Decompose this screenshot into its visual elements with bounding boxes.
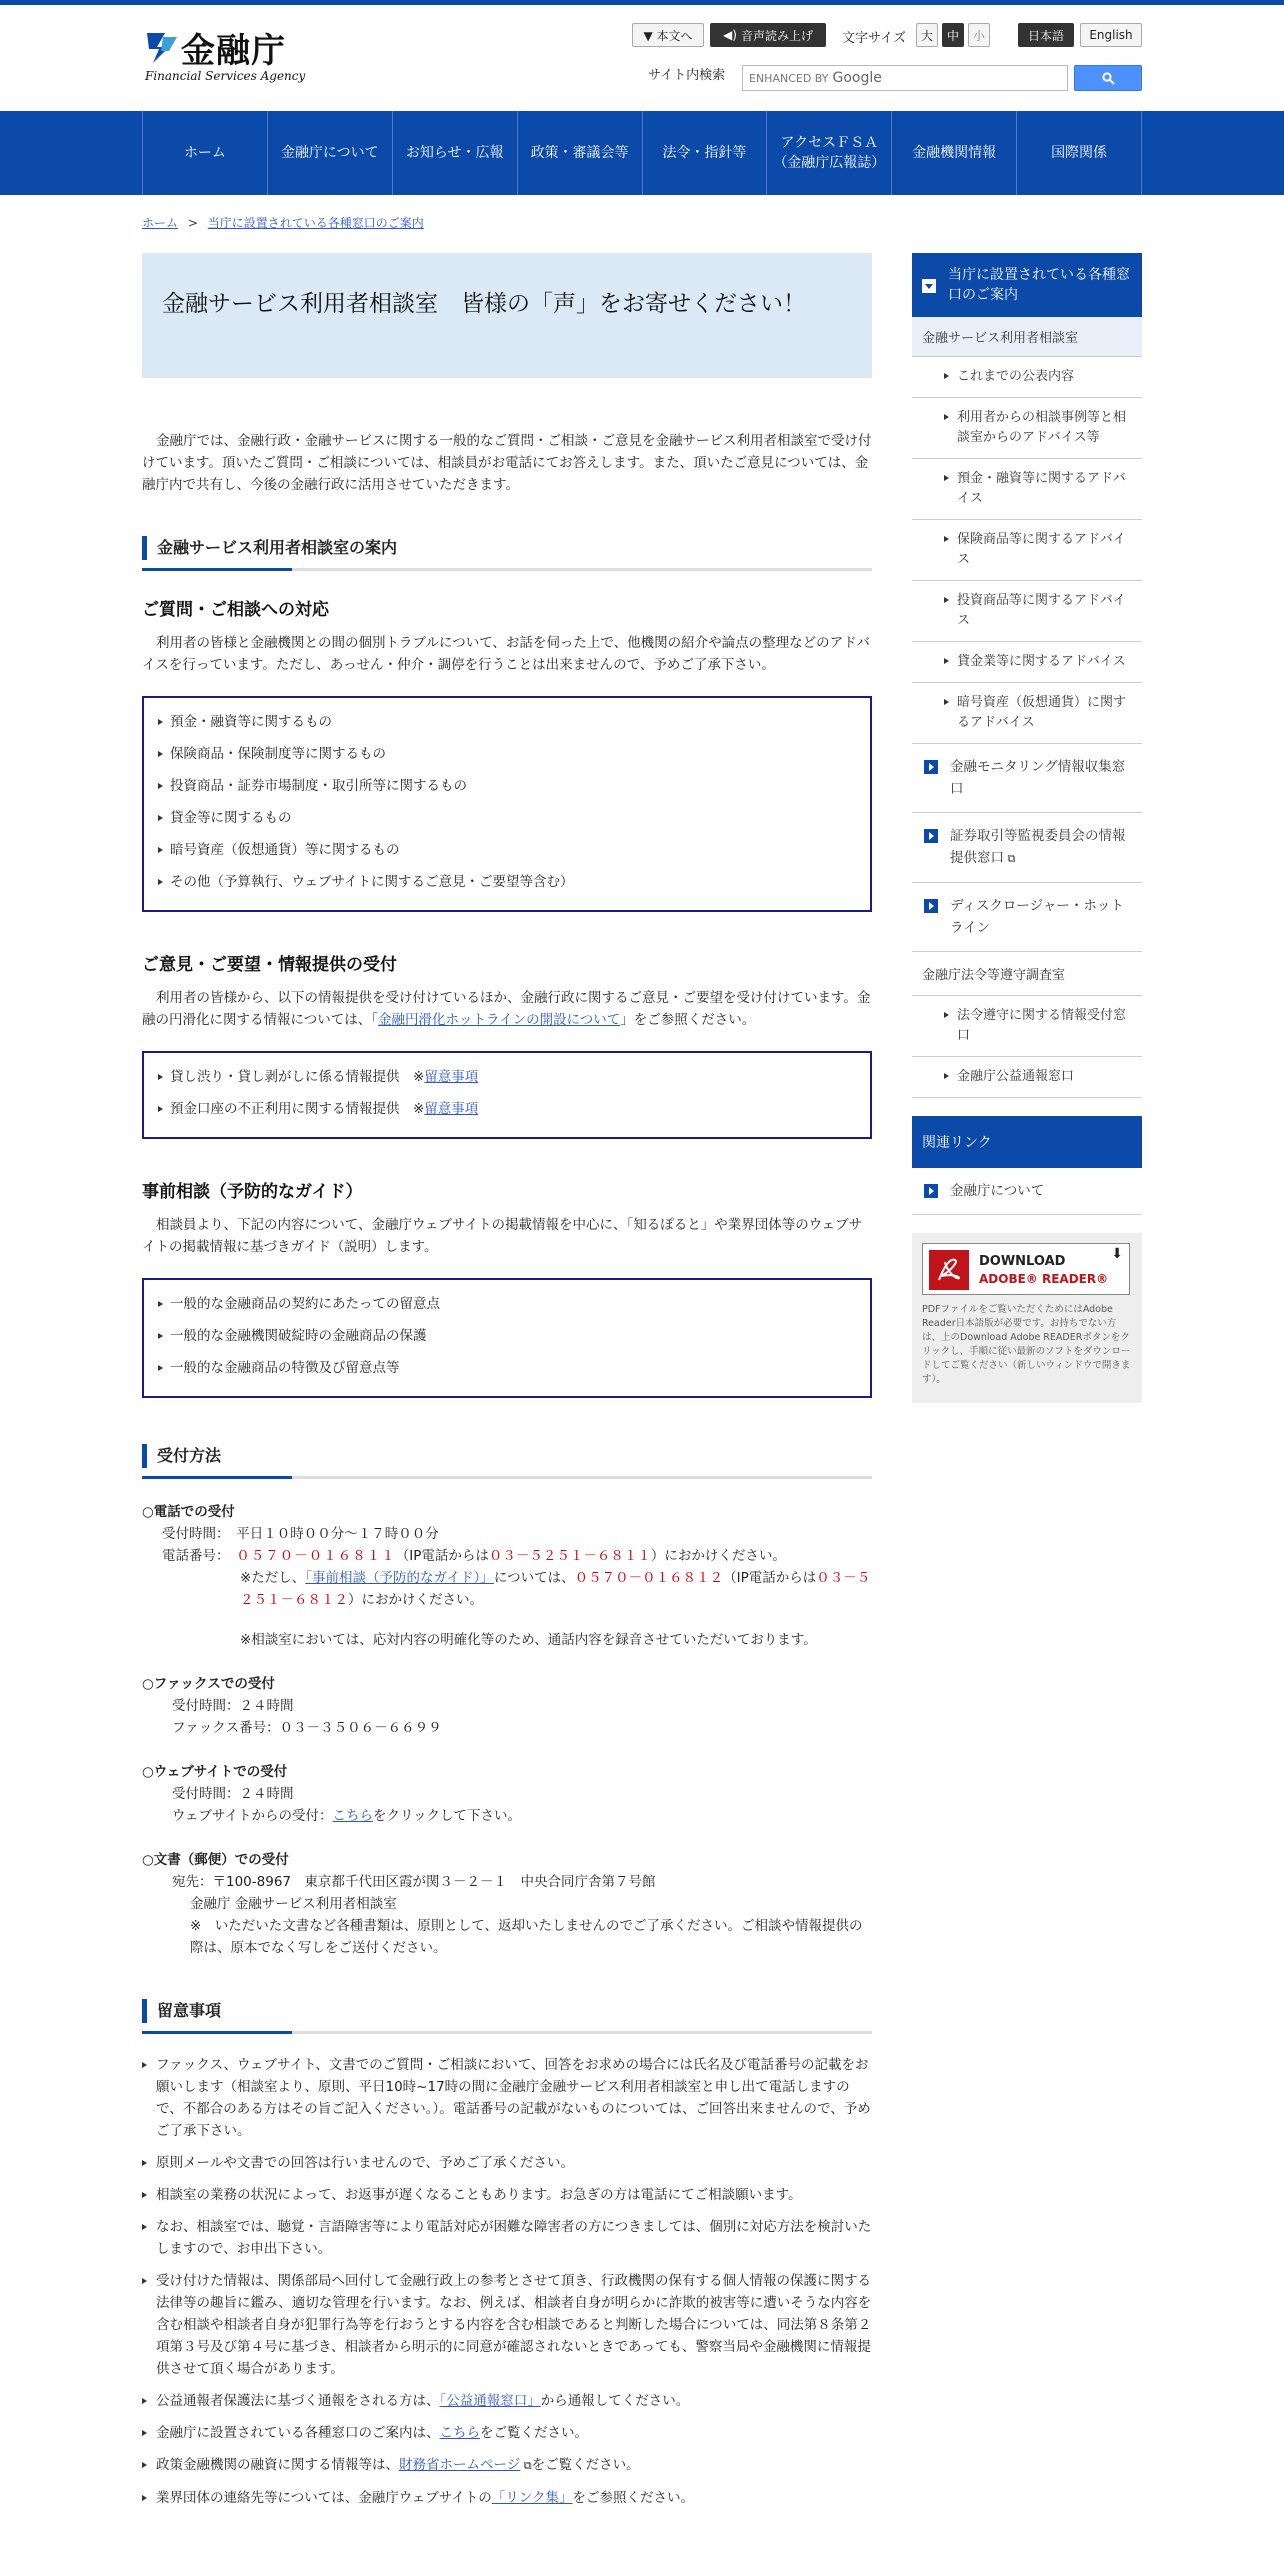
section-divider — [142, 2031, 872, 2034]
web-heading: ○ウェブサイトでの受付 — [142, 1764, 288, 1780]
site-search-input[interactable] — [742, 65, 1068, 91]
tel-note-mid: については、 — [493, 1570, 575, 1586]
adobe-reader-box — [912, 1233, 1142, 1403]
fax-hours: 受付時間：２４時間 — [172, 1698, 294, 1714]
sidebar-item-whistleblow-window[interactable]: 金融庁公益通報窓口 — [912, 1057, 1142, 1098]
list-item: その他（予算執行、ウェブサイトに関するご意見・ご要望等含む） — [158, 866, 856, 898]
tel-number-row — [142, 1545, 872, 1567]
tel-heading: ○電話での受付 — [142, 1504, 235, 1520]
list-item — [142, 2487, 872, 2509]
site-logo[interactable] — [143, 23, 323, 93]
mail-recipient: 金融庁 金融サービス利用者相談室 — [190, 1896, 397, 1912]
section-heading-notes: 留意事項 — [142, 1999, 872, 2023]
sidebar-item-crypto-advice[interactable]: 暗号資産（仮想通貨）に関するアドバイス — [912, 683, 1142, 744]
sidebar-heading-label: 当庁に設置されている各種窓口のご案内 — [948, 267, 1130, 303]
section-heading-guide: 金融サービス利用者相談室の案内 — [142, 536, 872, 560]
breadcrumb — [142, 214, 424, 231]
subheading-opinions: ご意見・ご要望・情報提供の受付 — [142, 955, 397, 975]
opinions-text-part: 利用者の皆様から、以下の情報提供を受け付けているほか、金融行政に関するご意見・ご要望を受け付けています。金融の円滑化に関する情報については、「 — [142, 990, 871, 1028]
page-title: 金融サービス利用者相談室 皆様の「声」をお寄せください！ — [162, 291, 806, 317]
list-item: 相談室の業務の状況によって、お返事が遅くなることもあります。お急ぎの方は電話にてご相談願います。 — [142, 2184, 872, 2206]
font-size-small-button[interactable]: 小 — [968, 23, 990, 47]
section-heading-methods: 受付方法 — [142, 1444, 872, 1468]
tel-note-pre: ※ただし、 — [240, 1570, 306, 1586]
skip-to-content-button[interactable]: ▼ 本文へ — [632, 23, 704, 47]
list-item — [142, 2390, 872, 2412]
collapse-icon — [922, 279, 936, 293]
sidebar-item-label: 金融モニタリング情報収集窓口 — [950, 759, 1126, 797]
web-hours: 受付時間：２４時間 — [172, 1786, 294, 1802]
page-title-box — [142, 253, 872, 378]
breadcrumb-home-link[interactable]: ホーム — [142, 216, 179, 230]
external-link-icon: ⧉ — [520, 2459, 532, 2472]
adobe-download-button[interactable] — [922, 1243, 1130, 1295]
sidebar-item-label: ディスクロージャー・ホットライン — [950, 898, 1124, 936]
note-text: から通報してください。 — [540, 2393, 690, 2409]
list-item-text: 預金口座の不正利用に関する情報提供 ※ — [170, 1101, 425, 1117]
section-divider — [142, 1476, 872, 1479]
web-form-pre: ウェブサイトからの受付： — [172, 1808, 333, 1824]
list-item — [142, 2422, 872, 2444]
tel-note-number: ０５７０－０１６８１２ — [574, 1570, 724, 1586]
main-content — [142, 253, 872, 2519]
sidebar-item-about-fsa[interactable] — [912, 1168, 1142, 1215]
breadcrumb-current-link[interactable]: 当庁に設置されている各種窓口のご案内 — [207, 216, 424, 230]
search-enhanced-label: ENHANCED BY — [749, 71, 829, 85]
nav-laws[interactable]: 法令・指針等 — [643, 111, 768, 195]
windows-guide-link[interactable]: こちら — [439, 2425, 480, 2441]
breadcrumb-separator: > — [187, 216, 198, 230]
tel-note — [142, 1567, 872, 1611]
adobe-reader-label: ADOBE® READER® — [979, 1272, 1109, 1286]
notes-list — [142, 2054, 872, 2509]
nav-access-fsa[interactable]: アクセスＦＳＡ （金融庁広報誌） — [767, 111, 892, 195]
web-form-link[interactable]: こちら — [332, 1808, 374, 1824]
list-item — [158, 1061, 856, 1093]
opinions-text-part: 」をご参照ください。 — [620, 1012, 756, 1028]
nav-news[interactable]: お知らせ・広報 — [393, 111, 518, 195]
section-divider — [142, 568, 872, 571]
arrow-icon — [924, 760, 938, 774]
mail-address: 宛先：〒100-8967 東京都千代田区霞が関３－２－１ 中央合同庁舎第７号館 — [172, 1874, 656, 1890]
mail-heading: ○文書（郵便）での受付 — [142, 1852, 289, 1868]
subheading-questions: ご質問・ご相談への対応 — [142, 600, 329, 620]
note-text: 業界団体の連絡先等については、金融庁ウェブサイトの — [156, 2490, 492, 2506]
note-text: をご覧ください。 — [480, 2425, 588, 2441]
tel-record-note: ※相談室においては、応対内容の明確化等のため、通話内容を録音させていただいております。 — [240, 1632, 817, 1648]
sidebar-item-published[interactable]: これまでの公表内容 — [912, 357, 1142, 398]
tel-number-label: 電話番号： — [162, 1548, 223, 1564]
subheading-prior-consult: 事前相談（予防的なガイド） — [142, 1182, 363, 1202]
sidebar-item-investment-advice[interactable]: 投資商品等に関するアドバイス — [912, 581, 1142, 642]
sidebar-item-deposit-advice[interactable]: 預金・融資等に関するアドバイス — [912, 459, 1142, 520]
adobe-logo-icon — [929, 1250, 969, 1290]
web-form-row — [142, 1805, 872, 1827]
site-search-label: サイト内検索 — [648, 68, 726, 83]
nav-policy[interactable]: 政策・審議会等 — [518, 111, 643, 195]
font-size-large-button[interactable]: 大 — [916, 23, 938, 47]
list-item — [142, 2454, 872, 2477]
note-text: 金融庁に設置されている各種窓口のご案内は、 — [156, 2425, 440, 2441]
prior-consult-link[interactable]: 「事前相談（予防的なガイド）」 — [305, 1570, 494, 1586]
site-header — [0, 5, 1284, 111]
sidebar-item-sesc[interactable] — [912, 813, 1142, 883]
list-item-text: 貸し渋り・貸し剥がしに係る情報提供 ※ — [170, 1069, 425, 1085]
sidebar — [912, 253, 1142, 1403]
sidebar-item-monitoring[interactable] — [912, 744, 1142, 813]
adobe-note-text: PDFファイルをご覧いただくためにはAdobe Reader日本語版が必要です。お持ちでない方は、上のDownload Adobe READERボタンをクリックし、手順に従い最新のソフトをダウンロードしてご覧ください（新しいウィンドウで開きます）。 — [922, 1304, 1131, 1385]
arrow-icon — [924, 899, 938, 913]
list-item: ファックス、ウェブサイト、文書でのご質問・ご相談において、回答をお求めの場合には氏名及び電話番号の記載をお願いします（相談室より、原則、平日10時~17時の間に金融庁金融サービス利用者相談室と申し出て電話しますので、不都合のある方はその旨ご記入ください。）。電話番号の記載がないものについては、ご回答出来ませんので、予めご了承下さい。 — [142, 2054, 872, 2142]
note-text: 政策金融機関の融資に関する情報等は、 — [156, 2457, 399, 2473]
fsa-logo-mark-icon — [143, 27, 183, 67]
tel-number: ０５７０－０１６８１１ — [236, 1548, 396, 1564]
search-google-label: Google — [832, 70, 882, 86]
fax-number: ファックス番号：０３－３５０６－６６９９ — [172, 1720, 442, 1736]
list-item: 預金・融資等に関するもの — [158, 706, 856, 738]
nav-about[interactable]: 金融庁について — [268, 111, 393, 195]
tel-ip-pre: （IP電話からは — [395, 1548, 489, 1564]
prior-consult-list — [142, 1278, 872, 1398]
link-collection-link[interactable]: 「リンク集」 — [491, 2490, 573, 2506]
tel-note-ip-number: ０３－５２５１－６８１２ — [240, 1570, 871, 1608]
font-size-label: 文字サイズ — [842, 31, 906, 46]
search-icon — [1102, 72, 1115, 85]
list-item: 原則メールや文書での回答は行いませんので、予めご了承ください。 — [142, 2152, 872, 2174]
list-item: なお、相談室では、聴覚・言語障害等により電話対応が困難な障害者の方につきましては、個別に対応方法を検討いたしますので、お申出下さい。 — [142, 2216, 872, 2260]
list-item: 一般的な金融商品の契約にあたっての留意点 — [158, 1288, 856, 1320]
sidebar-item-case-examples[interactable]: 利用者からの相談事例等と相談室からのアドバイス等 — [912, 398, 1142, 459]
tel-ip-post: ）におかけください。 — [650, 1548, 786, 1564]
web-form-post: をクリックして下さい。 — [373, 1808, 521, 1824]
fax-heading: ○ファックスでの受付 — [142, 1676, 275, 1692]
sidebar-item-compliance-office[interactable]: 金融庁法令等遵守調査室 — [912, 952, 1142, 996]
opinions-text — [142, 987, 872, 1031]
sidebar-item-lending-advice[interactable]: 貸金業等に関するアドバイス — [912, 642, 1142, 683]
questions-list — [142, 696, 872, 912]
adobe-download-label: DOWNLOAD — [979, 1254, 1066, 1269]
sidebar-item-disclosure[interactable] — [912, 883, 1142, 952]
note-text: をご覧ください。 — [531, 2457, 640, 2473]
sidebar-item-label: 金融庁について — [950, 1183, 1045, 1199]
arrow-icon — [924, 1184, 938, 1198]
sidebar-item-label: 証券取引等監視委員会の情報提供窓口 — [950, 828, 1126, 866]
nav-home[interactable]: ホーム — [143, 111, 268, 195]
nav-institutions[interactable]: 金融機関情報 — [892, 111, 1017, 195]
intro-text: 金融庁では、金融行政・金融サービスに関する一般的なご質問・ご相談・ご意見を金融サービス利用者相談室で受け付けています。頂いたご質問・ご相談については、相談員がお電話にてお答えします。また、頂いたご意見については、金融庁内で共有し、今後の金融行政に活用させていただきます。 — [142, 433, 872, 493]
sidebar-item-compliance-window[interactable]: 法令遵守に関する情報受付窓口 — [912, 996, 1142, 1057]
list-item: 貸金等に関するもの — [158, 802, 856, 834]
related-links-heading: 関連リンク — [912, 1116, 1142, 1168]
list-item: 保険商品・保険制度等に関するもの — [158, 738, 856, 770]
tel-ip-number: ０３－５２５１－６８１１ — [488, 1548, 651, 1564]
tel-note-post: ）におかけください。 — [348, 1592, 483, 1608]
tel-hours: 受付時間： 平日１０時００分～１７時００分 — [162, 1526, 439, 1542]
note-text: をご参照ください。 — [572, 2490, 694, 2506]
prior-consult-text: 相談員より、下記の内容について、金融庁ウェブサイトの掲載情報を中心に、「知るぽると」や業界団体等のウェブサイトの掲載情報に基づきガイド（説明）します。 — [142, 1217, 863, 1255]
external-link-icon: ⧉ — [1004, 852, 1016, 865]
note-text: 公益通報者保護法に基づく通報をされる方は、 — [156, 2393, 440, 2409]
nav-international[interactable]: 国際関係 — [1017, 111, 1142, 195]
voice-readout-label: 音声読み上げ — [740, 28, 813, 43]
tel-note-ip-pre: （IP電話からは — [723, 1570, 817, 1586]
global-nav — [0, 111, 1284, 195]
search-button[interactable] — [1074, 65, 1142, 91]
list-item: 投資商品・証券市場制度・取引所等に関するもの — [158, 770, 856, 802]
questions-text: 利用者の皆様と金融機関との間の個別トラブルについて、お話を伺った上で、他機関の紹介や論点の整理などのアドバイスを行っています。ただし、あっせん・仲介・調停を行うことは出来ませんので、予めご了承下さい。 — [142, 635, 870, 673]
mail-note: ※ いただいた文書など各種書類は、原則として、返却いたしませんのでご了承ください。ご相談や情報提供の際は、原本でなく写しをご送付ください。 — [190, 1918, 863, 1956]
list-item: 一般的な金融商品の特徴及び留意点等 — [158, 1352, 856, 1384]
mof-link[interactable]: 財務省ホームページ — [399, 2457, 521, 2473]
list-item — [158, 1093, 856, 1125]
download-arrow-icon: ⬇ — [1111, 1246, 1123, 1262]
sidebar-item-insurance-advice[interactable]: 保険商品等に関するアドバイス — [912, 520, 1142, 581]
list-item: 一般的な金融機関破綻時の金融商品の保護 — [158, 1320, 856, 1352]
lang-english-button[interactable]: English — [1080, 23, 1142, 47]
arrow-icon — [924, 829, 938, 843]
notes-link[interactable]: 留意事項 — [424, 1069, 479, 1085]
font-size-medium-button[interactable]: 中 — [942, 23, 964, 47]
list-item: 受け付けた情報は、関係部局へ回付して金融行政上の参考とさせて頂き、行政機関の保有する個人情報の保護に関する法律等の趣旨に鑑み、適切な管理を行います。なお、例えば、相談者自身が明らかに詐欺的被害等に遭いそうな内容を含む相談や相談者自身が犯罪行為等を行おうとする内容を含む相談であると判断した場合については、同法第８条第２項第３号及び第４号に基づき、相談者から明示的に同意が確認されないときであっても、警察当局や金融機関に情報提供させて頂く場合があります。 — [142, 2270, 872, 2380]
list-item: 暗号資産（仮想通貨）等に関するもの — [158, 834, 856, 866]
opinions-list — [142, 1051, 872, 1139]
logo-en-text: Financial Services Agency — [145, 69, 306, 83]
methods-block — [142, 1501, 872, 1959]
lang-japanese-button[interactable]: 日本語 — [1018, 23, 1074, 47]
notes-link[interactable]: 留意事項 — [424, 1101, 479, 1117]
smoothing-hotline-link[interactable]: 金融円滑化ホットラインの開設について — [377, 1012, 621, 1028]
voice-readout-button[interactable] — [710, 23, 826, 47]
sidebar-heading[interactable] — [912, 253, 1142, 317]
speaker-icon: ◀) — [723, 28, 737, 42]
logo-jp-text: 金融庁 — [181, 31, 286, 71]
whistleblow-link[interactable]: 「公益通報窓口」 — [439, 2393, 541, 2409]
sidebar-item-consultation-office[interactable]: 金融サービス利用者相談室 — [912, 317, 1142, 357]
